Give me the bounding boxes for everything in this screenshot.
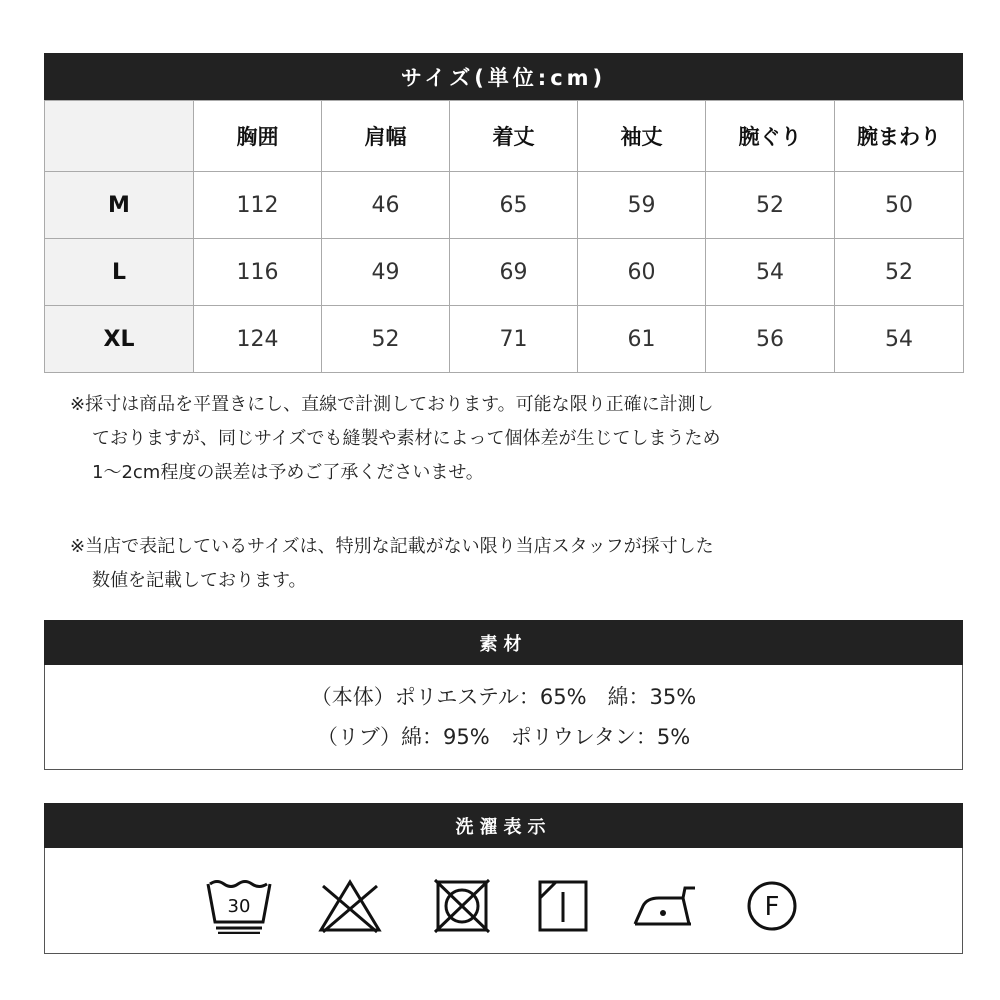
no-tumble-dry-icon [433, 878, 491, 934]
table-cell: 56 [706, 306, 835, 373]
dry-clean-f-icon [744, 878, 800, 934]
material-section-title: 素材 [44, 620, 963, 665]
size-label: M [45, 172, 194, 239]
measurement-note [70, 388, 970, 490]
care-section-title: 洗濯表示 [44, 803, 963, 848]
note-line: 1～2cm程度の誤差は予めご了承くださいませ。 [92, 462, 484, 483]
table-cell: 124 [194, 306, 322, 373]
table-cell: 54 [706, 239, 835, 306]
note-line: ておりますが、同じサイズでも縫製や素材によって個体差が生じてしまうため [92, 428, 721, 449]
note-line: ※当店で表記しているサイズは、特別な記載がない限り当店スタッフが採寸した [70, 536, 714, 557]
table-cell: 65 [450, 172, 578, 239]
table-cell: 49 [322, 239, 450, 306]
table-cell: 69 [450, 239, 578, 306]
table-row [45, 172, 964, 239]
iron-low-icon [631, 878, 701, 934]
table-row [45, 239, 964, 306]
care-box [44, 848, 963, 954]
table-cell: 61 [578, 306, 706, 373]
material-line: （本体）ポリエステル：65% 綿：35% [310, 685, 697, 709]
size-label: XL [45, 306, 194, 373]
table-cell: 112 [194, 172, 322, 239]
material-box [44, 665, 963, 770]
size-label: L [45, 239, 194, 306]
no-bleach-icon [317, 878, 383, 934]
line-dry-shade-icon [536, 878, 590, 934]
size-table [44, 100, 964, 373]
table-cell: 54 [835, 306, 964, 373]
table-cell: 52 [706, 172, 835, 239]
wash-30-icon [206, 878, 272, 934]
table-cell: 46 [322, 172, 450, 239]
table-cell: 59 [578, 172, 706, 239]
table-cell: 50 [835, 172, 964, 239]
table-cell: 60 [578, 239, 706, 306]
table-cell: 52 [835, 239, 964, 306]
note-line: 数値を記載しております。 [92, 570, 307, 591]
size-table-header-row [45, 101, 964, 172]
note-line: ※採寸は商品を平置きにし、直線で計測しております。可能な限り正確に計測し [70, 394, 714, 415]
size-note [70, 530, 970, 598]
column-header: 着丈 [450, 101, 578, 172]
wash-temp-label: 30 [227, 896, 251, 917]
size-table-corner [45, 101, 194, 172]
dry-clean-label: F [764, 892, 780, 922]
table-row [45, 306, 964, 373]
column-header: 肩幅 [322, 101, 450, 172]
column-header: 袖丈 [578, 101, 706, 172]
column-header: 腕まわり [835, 101, 964, 172]
material-line: （リブ）綿：95% ポリウレタン：5% [316, 725, 691, 749]
column-header: 胸囲 [194, 101, 322, 172]
column-header: 腕ぐり [706, 101, 835, 172]
table-cell: 52 [322, 306, 450, 373]
table-cell: 71 [450, 306, 578, 373]
size-section-title: サイズ(単位:cm) [44, 53, 963, 100]
table-cell: 116 [194, 239, 322, 306]
